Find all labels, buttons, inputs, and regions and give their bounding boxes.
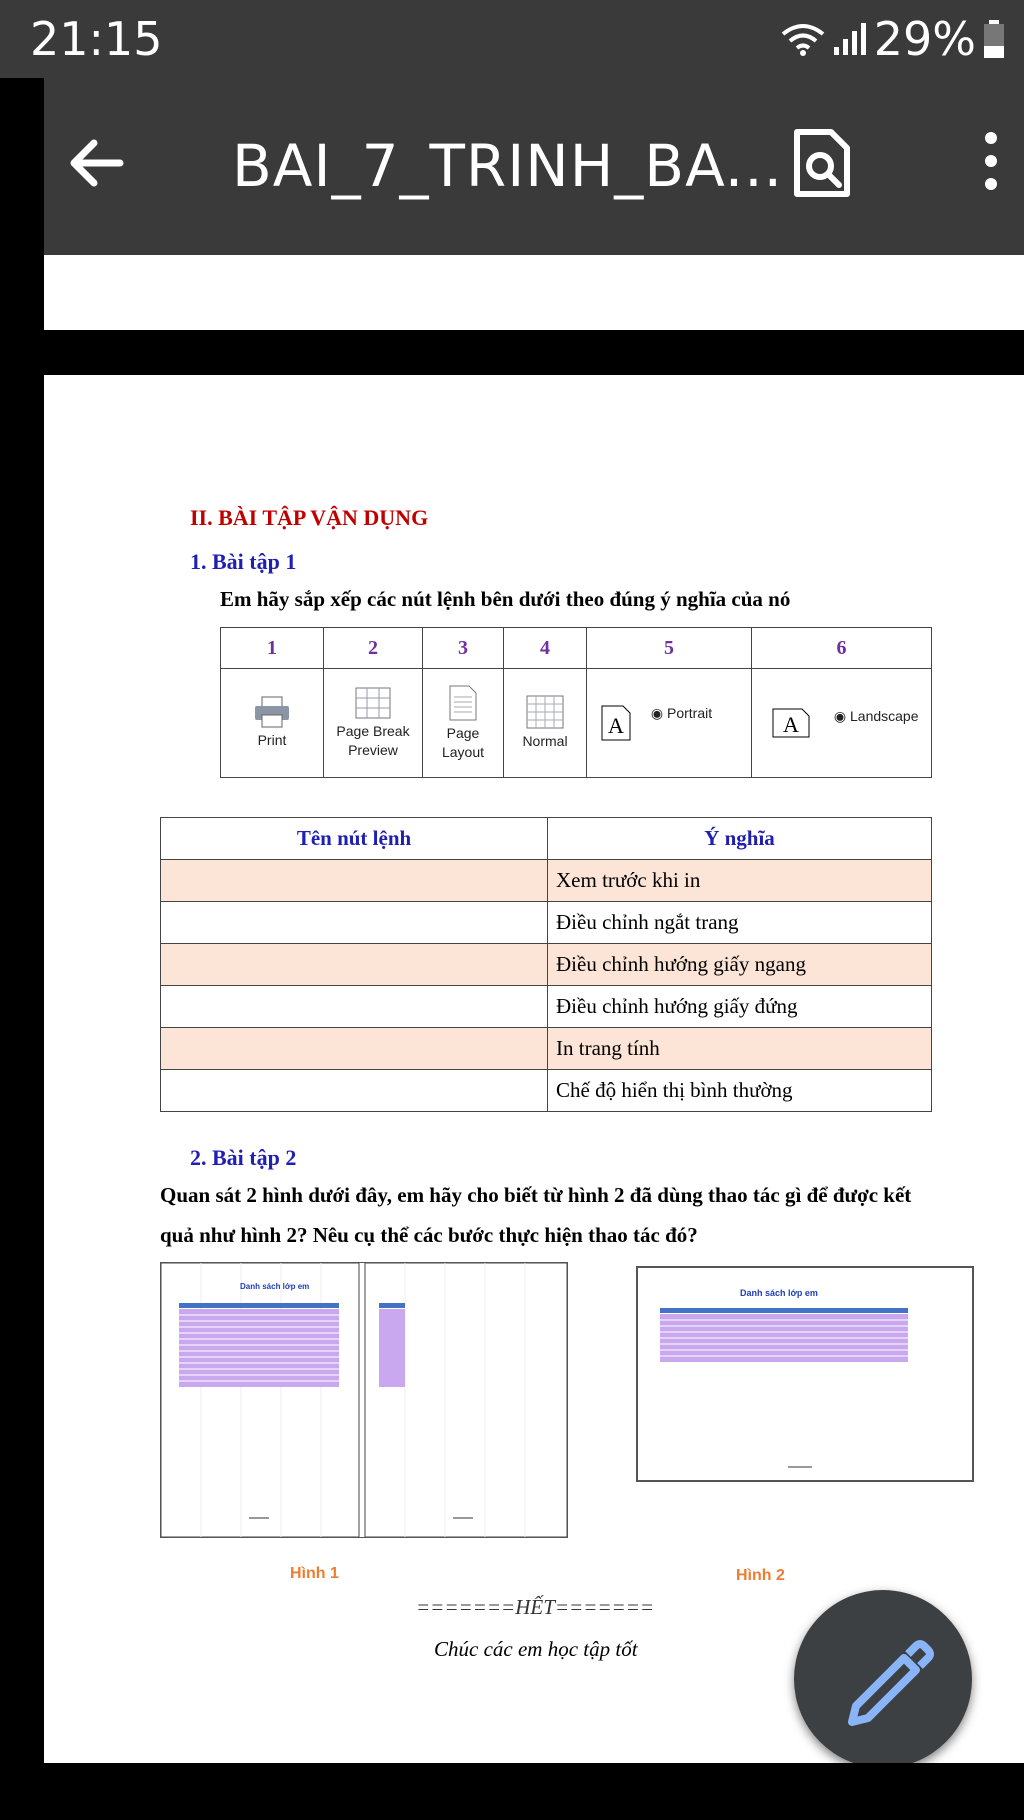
- figure-1-sheet-title: Danh sách lớp em: [240, 1282, 310, 1291]
- meaning-table: [160, 817, 932, 1112]
- meaning-cell: Xem trước khi in: [548, 860, 932, 902]
- status-icons: [780, 12, 1006, 66]
- radio-button-icon: ◉: [650, 705, 664, 721]
- normal-label: Normal: [522, 733, 568, 749]
- wifi-icon: [780, 21, 826, 57]
- page-break-preview-label-2: Preview: [348, 741, 398, 758]
- page-layout-label: Page: [446, 724, 480, 741]
- page-layout-label-2: Layout: [441, 743, 485, 760]
- normal-view-cell: [504, 669, 587, 778]
- svg-text:A: A: [608, 713, 624, 738]
- meaning-cell: Điều chỉnh ngắt trang: [548, 902, 932, 944]
- bottom-bar: [0, 1763, 1024, 1820]
- figure-1: [160, 1262, 568, 1538]
- more-options-icon[interactable]: [976, 126, 1006, 196]
- exercise-1-task: Em hãy sắp xếp các nút lệnh bên dưới theo đúng ý nghĩa của nó: [220, 587, 791, 611]
- status-time: 21:15: [30, 12, 163, 66]
- end-marker: =======HẾT=======: [416, 1595, 655, 1619]
- table-row: [161, 1070, 932, 1112]
- figure-1-caption: Hình 1: [290, 1565, 339, 1582]
- edit-button[interactable]: [794, 1590, 972, 1768]
- portrait-page-icon: [601, 705, 631, 741]
- landscape-page-icon: [772, 708, 810, 738]
- status-bar: [0, 0, 1024, 78]
- figure-1-preview: [161, 1263, 567, 1537]
- portrait-cell: [587, 669, 752, 778]
- page-layout-icon: [449, 685, 477, 721]
- page-break-preview-icon: [355, 687, 391, 719]
- table-row: [161, 986, 932, 1028]
- closing-message: Chúc các em học tập tốt: [434, 1637, 638, 1661]
- button-number: 5: [587, 628, 752, 669]
- button-number: 4: [504, 628, 587, 669]
- print-label: Print: [257, 732, 287, 748]
- exercise-2-task: Quan sát 2 hình dưới đây, em hãy cho biết từ hình 2 đã dùng thao tác gì để được kết quả như hình 2? Nêu cụ thể các bước thực hiện thao tác đó?: [160, 1183, 912, 1247]
- button-number: 3: [423, 628, 504, 669]
- column-header-command: Tên nút lệnh: [161, 818, 548, 860]
- section-heading: II. BÀI TẬP VẬN DỤNG: [190, 505, 429, 530]
- print-button-cell: [221, 669, 324, 778]
- meaning-cell: Chế độ hiển thị bình thường: [548, 1070, 932, 1112]
- command-buttons-table: [220, 627, 932, 778]
- table-row: [161, 860, 932, 902]
- figure-2-preview: [638, 1268, 972, 1480]
- back-arrow-icon[interactable]: [62, 128, 132, 198]
- landscape-label: Landscape: [850, 708, 919, 724]
- printer-icon: [253, 696, 291, 728]
- landscape-cell: [752, 669, 932, 778]
- button-number: 6: [752, 628, 932, 669]
- figure-2-sheet-title: Danh sách lớp em: [740, 1288, 818, 1298]
- find-in-document-icon[interactable]: [789, 128, 853, 198]
- previous-page-bottom: [44, 255, 1024, 330]
- page-break-preview-label: Page Break: [336, 722, 410, 739]
- radio-button-icon: ◉: [833, 708, 847, 724]
- signal-icon: [832, 21, 868, 57]
- figure-2: [636, 1266, 974, 1482]
- column-header-meaning: Ý nghĩa: [548, 818, 932, 860]
- svg-text:A: A: [783, 712, 799, 737]
- document-page: [44, 375, 1024, 1763]
- button-number: 2: [324, 628, 423, 669]
- table-row: [161, 944, 932, 986]
- exercise-2-heading: 2. Bài tập 2: [190, 1145, 297, 1170]
- document-title: BAI_7_TRINH_BA...: [232, 132, 784, 200]
- meaning-cell: Điều chỉnh hướng giấy ngang: [548, 944, 932, 986]
- meaning-cell: Điều chỉnh hướng giấy đứng: [548, 986, 932, 1028]
- battery-percent: 29%: [873, 12, 976, 66]
- table-row: [161, 1028, 932, 1070]
- figure-2-caption: Hình 2: [736, 1567, 785, 1584]
- meaning-cell: In trang tính: [548, 1028, 932, 1070]
- normal-view-icon: [526, 695, 564, 729]
- table-row: [161, 902, 932, 944]
- battery-icon: [982, 19, 1006, 59]
- page-layout-cell: [423, 669, 504, 778]
- portrait-label: Portrait: [667, 705, 713, 721]
- pencil-icon: [794, 1590, 972, 1768]
- left-edge: [0, 78, 44, 1820]
- page-break-preview-cell: [324, 669, 423, 778]
- exercise-1-heading: 1. Bài tập 1: [190, 549, 297, 574]
- page-gap: [44, 330, 1024, 375]
- button-number: 1: [221, 628, 324, 669]
- app-bar: [44, 78, 1024, 255]
